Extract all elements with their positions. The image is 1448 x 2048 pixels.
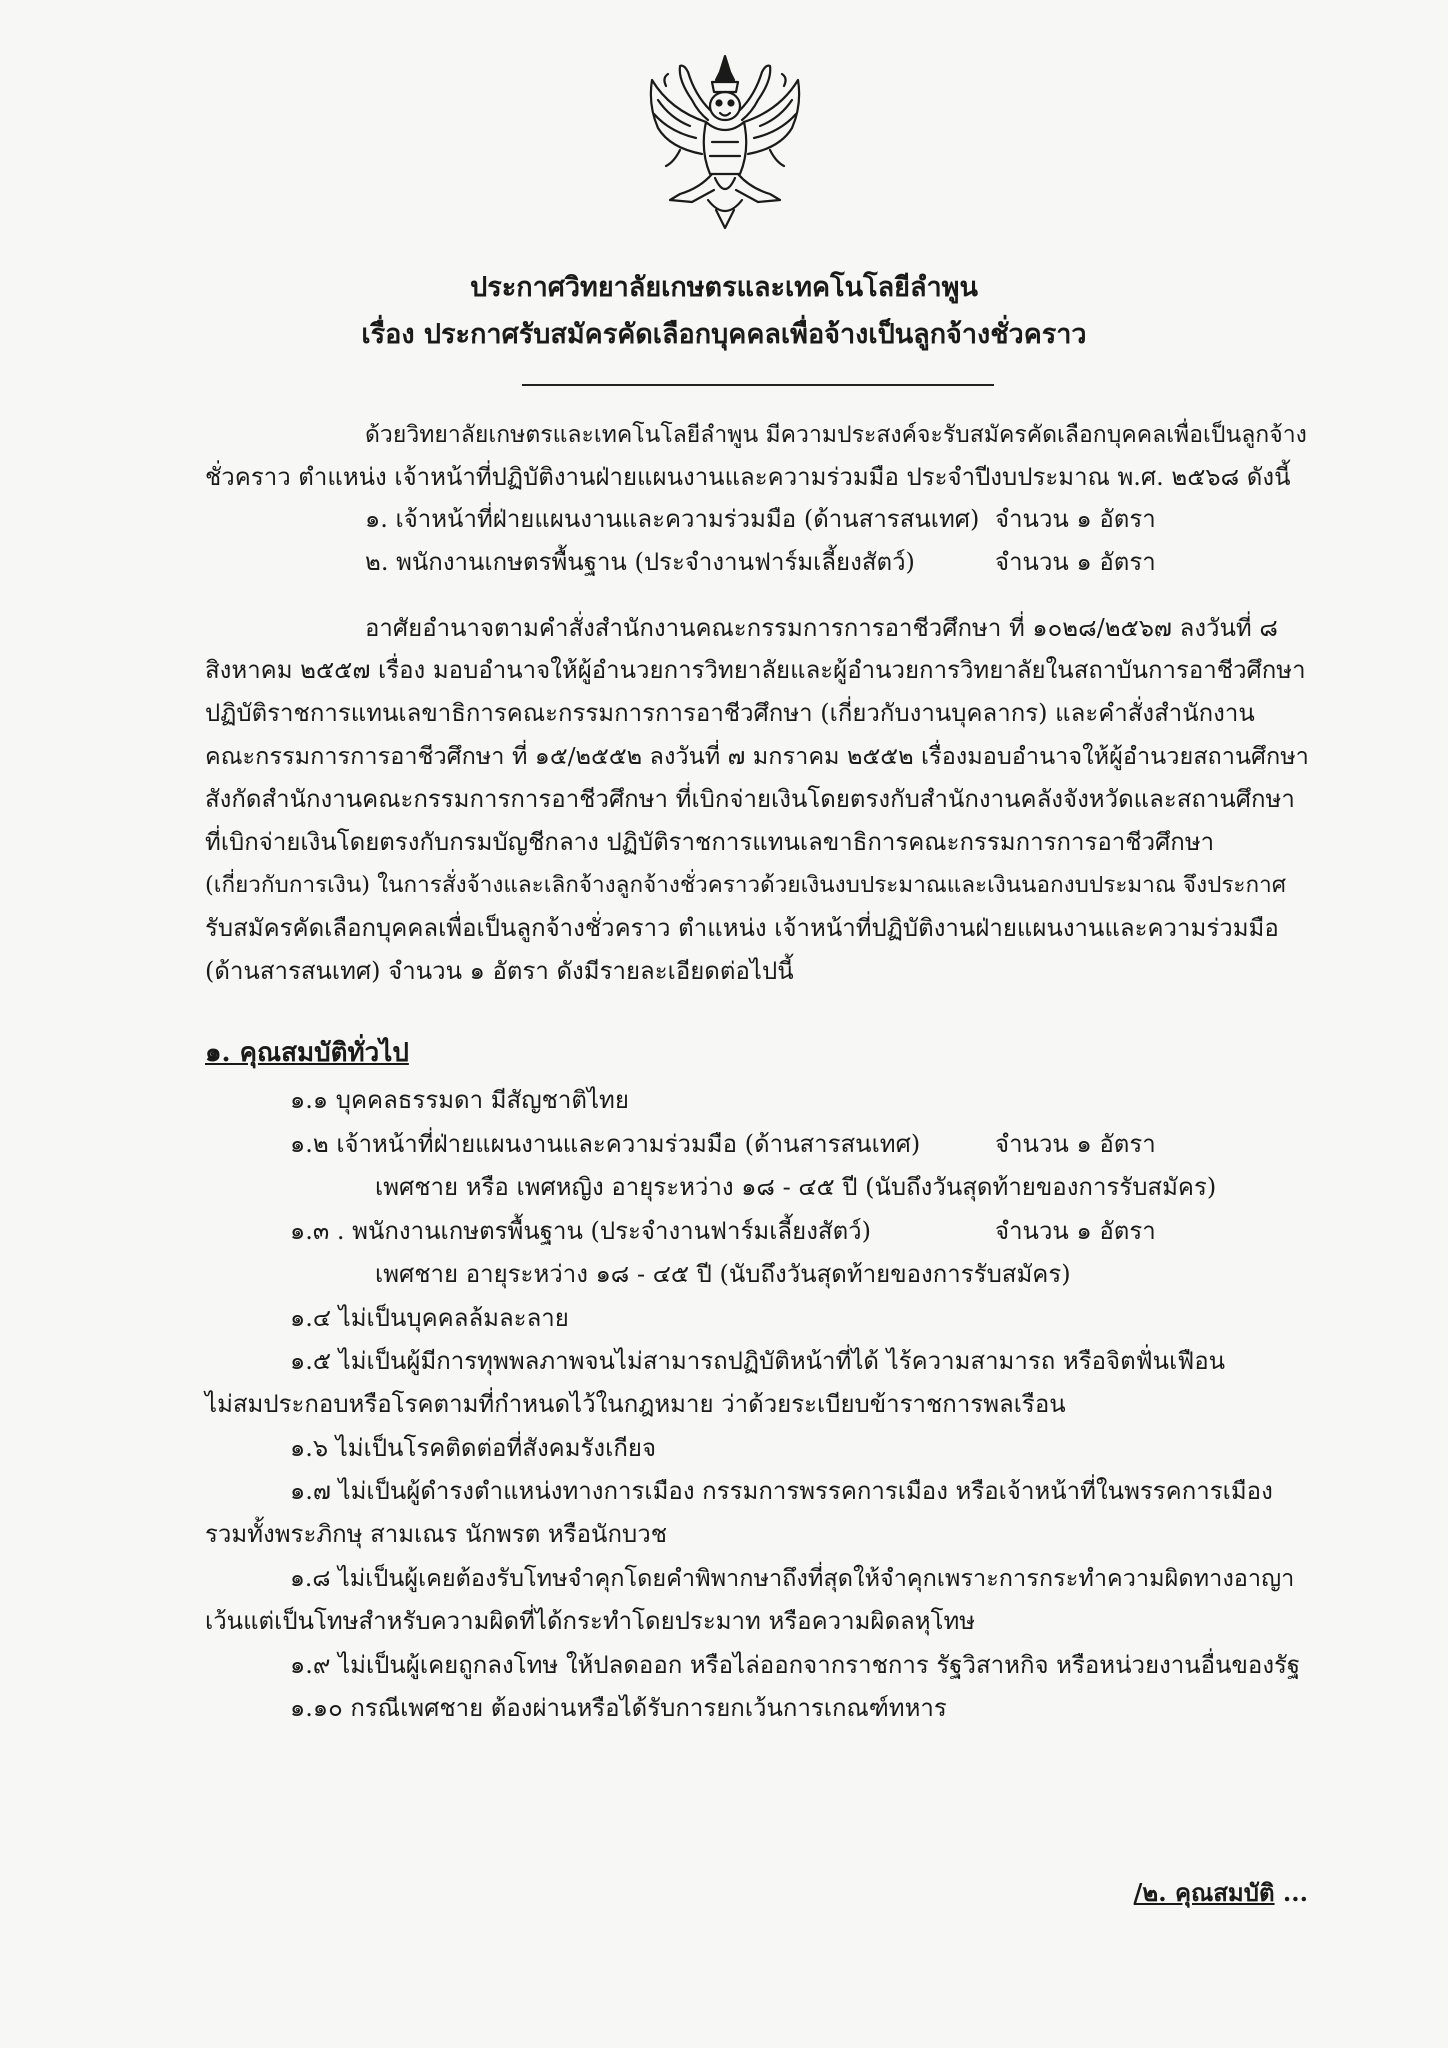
continuation-label: /๒. คุณสมบัติ <box>1133 1878 1275 1907</box>
continuation-note <box>1134 1876 1308 1910</box>
qualification-item: ๑.๙ ไม่เป็นผู้เคยถูกลงโทษ ให้ปลดออก หรือไล่ออกจากราชการ รัฐวิสาหกิจ หรือหน่วยงานอื่นของรัฐ <box>290 1651 1301 1679</box>
qualification-detail: เพศชาย หรือ เพศหญิง อายุระหว่าง ๑๘ - ๔๕ ปี (นับถึงวันสุดท้ายของการรับสมัคร) <box>375 1173 1217 1201</box>
qualification-item: ๑.๓ . พนักงานเกษตรพื้นฐาน (ประจำงานฟาร์มเลี้ยงสัตว์) <box>290 1217 871 1245</box>
continuation-ellipsis: ... <box>1282 1878 1308 1907</box>
position-count: จำนวน ๑ อัตรา <box>995 548 1156 576</box>
authority-line: ที่เบิกจ่ายเงินโดยตรงกับกรมบัญชีกลาง ปฏิบัติราชการแทนเลขาธิการคณะกรรมการการอาชีวศึกษา <box>205 828 1215 856</box>
qualification-detail: เพศชาย อายุระหว่าง ๑๘ - ๔๕ ปี (นับถึงวันสุดท้ายของการรับสมัคร) <box>375 1260 1071 1288</box>
authority-line: สิงหาคม ๒๕๕๗ เรื่อง มอบอำนาจให้ผู้อำนวยการวิทยาลัยและผู้อำนวยการวิทยาลัยในสถาบันการอาชีวศึกษา <box>205 656 1306 684</box>
authority-line: รับสมัครคัดเลือกบุคคลเพื่อเป็นลูกจ้างชั่วคราว ตำแหน่ง เจ้าหน้าที่ปฏิบัติงานฝ่ายแผนงานและความร่วมมือ <box>205 914 1279 942</box>
qualification-item: ๑.๔ ไม่เป็นบุคคลล้มละลาย <box>290 1304 569 1332</box>
qualification-item: ๑.๑ บุคคลธรรมดา มีสัญชาติไทย <box>290 1086 629 1114</box>
authority-line: คณะกรรมการการอาชีวศึกษา ที่ ๑๕/๒๕๕๒ ลงวันที่ ๗ มกราคม ๒๕๕๒ เรื่องมอบอำนาจให้ผู้อำนวยสถานศึกษา <box>205 742 1309 770</box>
qualification-item: ๑.๘ ไม่เป็นผู้เคยต้องรับโทษจำคุกโดยคำพิพากษาถึงที่สุดให้จำคุกเพราะการกระทำความผิดทางอาญา <box>290 1564 1295 1592</box>
authority-line: อาศัยอำนาจตามคำสั่งสำนักงานคณะกรรมการการอาชีวศึกษา ที่ ๑๐๒๘/๒๕๖๗ ลงวันที่ ๘ <box>365 614 1278 642</box>
position-count: จำนวน ๑ อัตรา <box>995 1130 1156 1158</box>
position-count: จำนวน ๑ อัตรา <box>995 505 1156 533</box>
garuda-emblem-icon <box>640 50 810 235</box>
authority-line: สังกัดสำนักงานคณะกรรมการการอาชีวศึกษา ที่เบิกจ่ายเงินโดยตรงกับสำนักงานคลังจังหวัดและสถานศึกษา <box>205 785 1295 813</box>
qualification-item: ๑.๕ ไม่เป็นผู้มีการทุพพลภาพจนไม่สามารถปฏิบัติหน้าที่ได้ ไร้ความสามารถ หรือจิตฟั่นเฟือน <box>290 1347 1226 1375</box>
section-heading: ๑. คุณสมบัติทั่วไป <box>205 1038 409 1068</box>
authority-line: (ด้านสารสนเทศ) จำนวน ๑ อัตรา ดังมีรายละเอียดต่อไปนี้ <box>205 957 794 985</box>
title-divider <box>522 384 994 386</box>
qualification-detail: ไม่สมประกอบหรือโรคตามที่กำหนดไว้ในกฎหมาย ว่าด้วยระเบียบข้าราชการพลเรือน <box>205 1390 1066 1418</box>
intro-line-2: ชั่วคราว ตำแหน่ง เจ้าหน้าที่ปฏิบัติงานฝ่ายแผนงานและความร่วมมือ ประจำปีงบประมาณ พ.ศ. ๒๕๖๘ ดังนี้ <box>205 463 1291 491</box>
announcement-title: ประกาศวิทยาลัยเกษตรและเทคโนโลยีลำพูน <box>470 272 978 303</box>
authority-line: (เกี่ยวกับการเงิน) ในการสั่งจ้างและเลิกจ้างลูกจ้างชั่วคราวด้วยเงินงบประมาณและเงินนอกงบประมาณ จึงประกาศ <box>205 872 1287 898</box>
qualification-detail: รวมทั้งพระภิกษุ สามเณร นักพรต หรือนักบวช <box>205 1520 667 1548</box>
qualification-item: ๑.๖ ไม่เป็นโรคติดต่อที่สังคมรังเกียจ <box>290 1434 656 1462</box>
position-item: ๑. เจ้าหน้าที่ฝ่ายแผนงานและความร่วมมือ (ด้านสารสนเทศ) <box>365 505 980 533</box>
position-count: จำนวน ๑ อัตรา <box>995 1217 1156 1245</box>
qualification-item: ๑.๗ ไม่เป็นผู้ดำรงตำแหน่งทางการเมือง กรรมการพรรคการเมือง หรือเจ้าหน้าที่ในพรรคการเมือง <box>290 1477 1273 1505</box>
qualification-item: ๑.๒ เจ้าหน้าที่ฝ่ายแผนงานและความร่วมมือ (ด้านสารสนเทศ) <box>290 1130 921 1158</box>
announcement-subject: เรื่อง ประกาศรับสมัครคัดเลือกบุคคลเพื่อจ้างเป็นลูกจ้างชั่วคราว <box>361 319 1087 350</box>
qualification-item: ๑.๑๐ กรณีเพศชาย ต้องผ่านหรือได้รับการยกเว้นการเกณฑ์ทหาร <box>290 1694 947 1722</box>
qualification-detail: เว้นแต่เป็นโทษสำหรับความผิดที่ได้กระทำโดยประมาท หรือความผิดลหุโทษ <box>205 1607 976 1635</box>
authority-line: ปฏิบัติราชการแทนเลขาธิการคณะกรรมการการอาชีวศึกษา (เกี่ยวกับงานบุคลากร) และคำสั่งสำนักงาน <box>205 699 1255 727</box>
position-item: ๒. พนักงานเกษตรพื้นฐาน (ประจำงานฟาร์มเลี้ยงสัตว์) <box>365 548 915 576</box>
intro-line-1: ด้วยวิทยาลัยเกษตรและเทคโนโลยีลำพูน มีความประสงค์จะรับสมัครคัดเลือกบุคคลเพื่อเป็นลูกจ้าง <box>365 422 1307 448</box>
